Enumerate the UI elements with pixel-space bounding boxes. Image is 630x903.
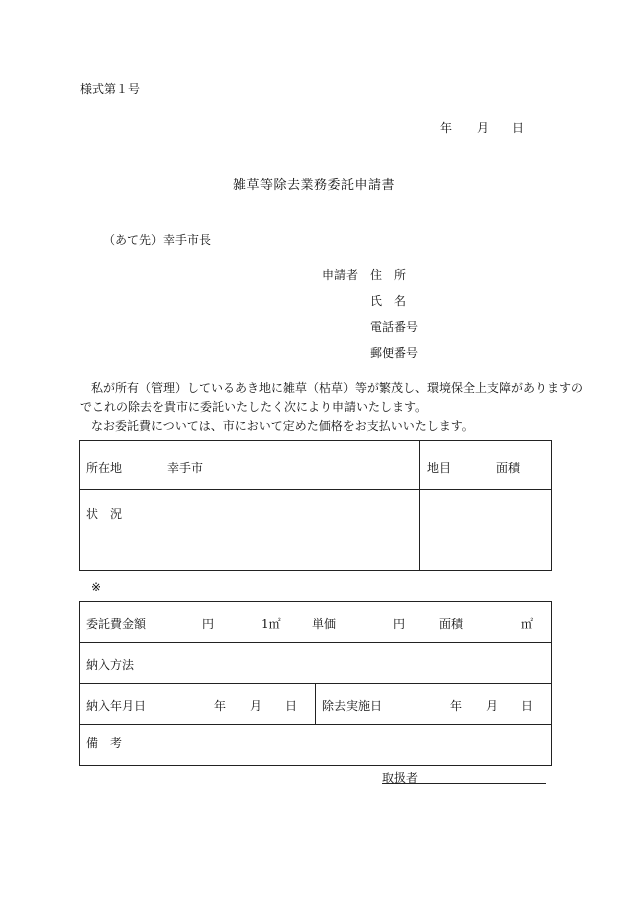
remarks-row <box>80 725 552 766</box>
form-number: 様式第１号 <box>80 82 141 96</box>
land-category-label: 地目 <box>427 461 452 475</box>
payment-date-month: 月 <box>250 699 263 713</box>
payment-method-row <box>80 643 552 684</box>
area-label: 面積 <box>496 461 521 475</box>
status-cell <box>80 490 420 571</box>
location-cell <box>80 441 420 490</box>
applicant-phone-label: 電話番号 <box>370 320 419 334</box>
handler-signature-line <box>382 783 546 784</box>
removal-date-day: 日 <box>521 699 534 713</box>
land-info-table <box>79 440 552 571</box>
removal-date-label: 除去実施日 <box>322 699 383 713</box>
body-line-2: でこれの除去を貴市に委託いたしたく次により申請いたします。 <box>80 400 428 414</box>
body-line-1: 私が所有（管理）しているあき地に雑草（枯草）等が繁茂し、環境保全上支障がありますの <box>91 381 584 395</box>
date-day-label: 日 <box>512 121 525 135</box>
unit-yen-label: 円 <box>393 617 406 631</box>
payment-date-day: 日 <box>285 699 298 713</box>
remarks-label: 備 考 <box>86 736 123 750</box>
location-value: 幸手市 <box>167 461 204 475</box>
category-area-cell <box>420 441 552 490</box>
applicant-postal-label: 郵便番号 <box>370 346 419 360</box>
fee-area-label: 面積 <box>439 617 464 631</box>
payment-date-label: 納入年月日 <box>86 699 147 713</box>
document-title: 雑草等除去業務委託申請書 <box>233 178 396 193</box>
sqm-unit-label: ㎡ <box>521 617 534 631</box>
removal-date-month: 月 <box>486 699 499 713</box>
addressee: （あて先）幸手市長 <box>103 233 212 247</box>
note-mark: ※ <box>91 580 102 594</box>
handler-label: 取扱者 <box>382 771 419 785</box>
applicant-address-label: 住 所 <box>370 268 407 282</box>
applicant-name-label: 氏 名 <box>370 294 407 308</box>
fee-row <box>80 602 552 643</box>
payment-date-year: 年 <box>214 699 227 713</box>
body-line-3: なお委託費については、市において定めた価格をお支払いいたします。 <box>91 419 474 433</box>
fee-label: 委託費金額 <box>86 617 147 631</box>
removal-date-cell <box>316 684 552 725</box>
date-month-label: 月 <box>477 121 490 135</box>
unit-price-label: 単価 <box>312 617 337 631</box>
applicant-label: 申請者 <box>322 268 359 282</box>
fee-yen-label: 円 <box>202 617 215 631</box>
status-blank-cell <box>420 490 552 571</box>
office-use-table <box>79 601 552 766</box>
payment-date-cell <box>80 684 316 725</box>
date-year-label: 年 <box>440 121 453 135</box>
payment-method-label: 納入方法 <box>86 658 135 672</box>
removal-date-year: 年 <box>450 699 463 713</box>
location-label: 所在地 <box>86 461 123 475</box>
per-sqm-label: 1㎡ <box>261 617 281 631</box>
status-label: 状 況 <box>86 507 123 521</box>
